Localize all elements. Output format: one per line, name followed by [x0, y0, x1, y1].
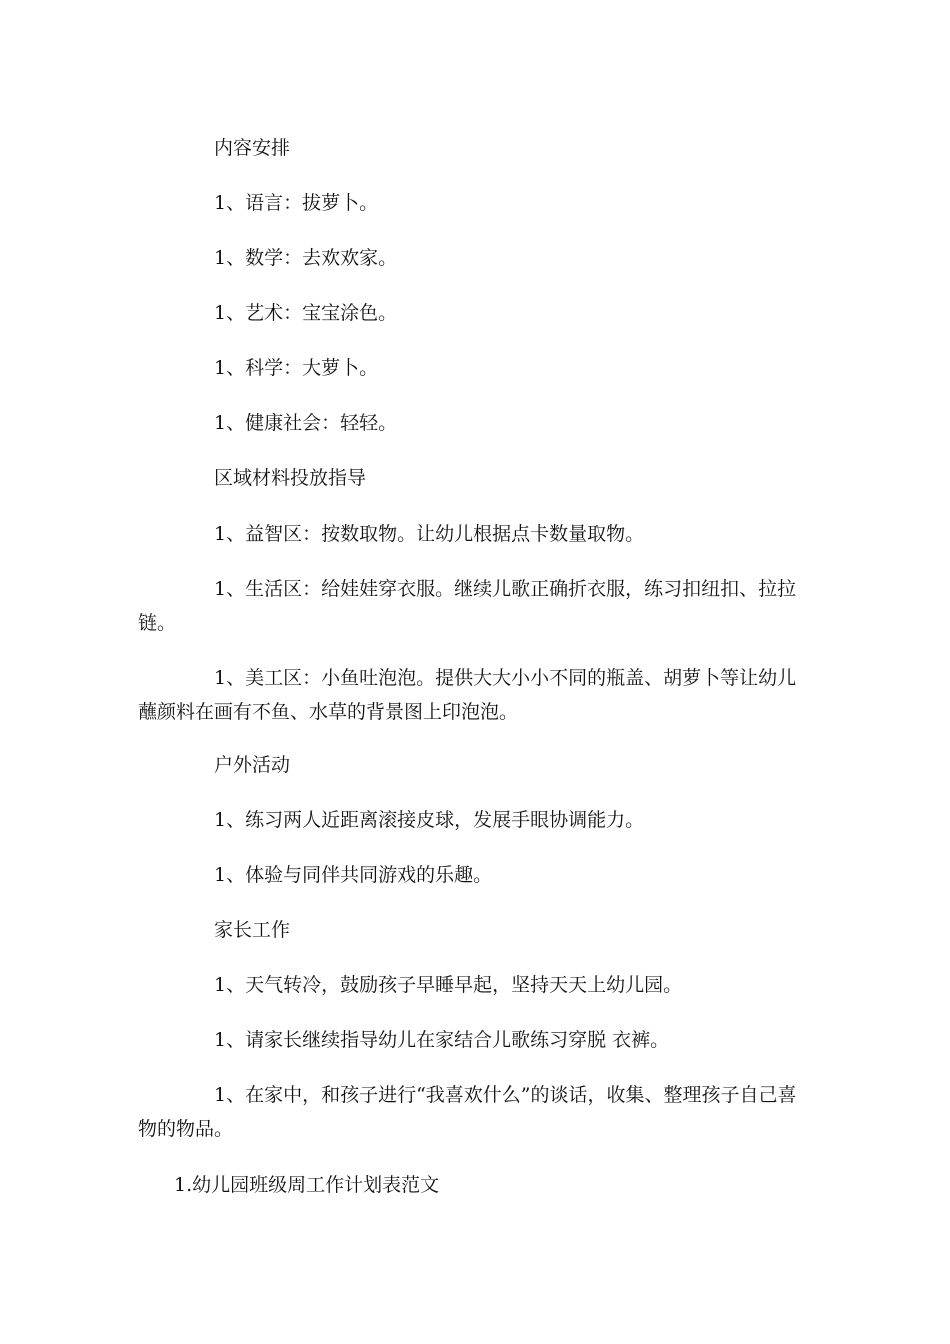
- section-heading-area: 区域材料投放指导: [214, 467, 367, 489]
- content-item-art: 1、艺术：宝宝涂色。: [214, 302, 398, 324]
- content-item-language: 1、语言：拔萝卜。: [214, 192, 379, 214]
- content-item-math: 1、数学：去欢欢家。: [214, 247, 398, 269]
- section-heading-parents: 家长工作: [214, 919, 291, 941]
- parents-item-talk: 1、在家中，和孩子进行“我喜欢什么”的谈话，收集、整理孩子自己喜物的物品。: [138, 1084, 797, 1140]
- next-section-title: 1.幼儿园班级周工作计划表范文: [174, 1174, 440, 1196]
- content-item-science: 1、科学：大萝卜。: [214, 357, 379, 379]
- parents-item-weather: 1、天气转冷，鼓励孩子早睡早起，坚持天天上幼儿园。: [214, 974, 683, 996]
- outdoor-item-play: 1、体验与同伴共同游戏的乐趣。: [214, 864, 493, 886]
- section-heading-outdoor: 户外活动: [214, 754, 291, 776]
- outdoor-item-ball: 1、练习两人近距离滚接皮球，发展手眼协调能力。: [214, 809, 645, 831]
- content-item-health-social: 1、健康社会：轻轻。: [214, 412, 398, 434]
- section-heading-content: 内容安排: [214, 137, 291, 159]
- area-item-puzzle: 1、益智区：按数取物。让幼儿根据点卡数量取物。: [214, 523, 645, 545]
- area-item-art: 1、美工区：小鱼吐泡泡。提供大大小小不同的瓶盖、胡萝卜等让幼儿蘸颜料在画有不鱼、水草的背景图上印泡泡。: [138, 667, 797, 723]
- parents-item-dress: 1、请家长继续指导幼儿在家结合儿歌练习穿脱 衣裤。: [214, 1029, 670, 1051]
- area-item-life: 1、生活区：给娃娃穿衣服。继续儿歌正确折衣服，练习扣纽扣、拉拉链。: [138, 578, 797, 634]
